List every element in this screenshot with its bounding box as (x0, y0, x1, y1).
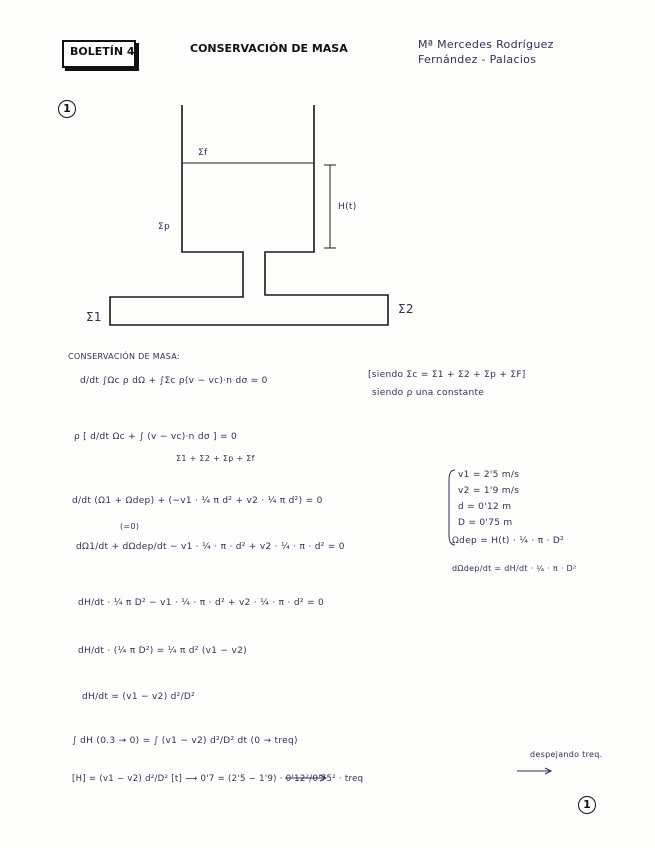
page-number: 1 (578, 796, 596, 814)
sigma-2-label: Σ2 (398, 302, 414, 316)
equation-5: dH/dt · ¼ π D² − v1 · ¼ · π · d² + v2 · ¼ · π · d² = 0 (78, 598, 324, 608)
equation-8: ∫ dH (0.3 → 0) = ∫ (v1 − v2) d²/D² dt (0 → treq) (72, 736, 298, 746)
equation-9: [H] = (v1 − v2) d²/D² [t] ⟶ 0'7 = (2'5 − 1'9) · 0'12²/0'75² · treq (72, 774, 364, 784)
given-v1: v1 = 2'5 m/s (458, 470, 520, 480)
author-name: Mª Mercedes Rodríguez (418, 38, 554, 51)
given-omega-dep: Ωdep = H(t) · ¼ · π · D² (452, 536, 565, 546)
equation-1: d/dt ∫Ωc ρ dΩ + ∫Σc ρ(v − vc)·n dσ = 0 (80, 376, 268, 386)
given-omega-derivative: dΩdep/dt = dH/dt · ¼ · π · D² (452, 564, 577, 573)
given-D: D = 0'75 m (458, 518, 513, 528)
sigma-f-label: Σf (198, 148, 208, 158)
author-surname: Fernández - Palacios (418, 53, 537, 66)
page-title: CONSERVACIÓN DE MASA (190, 42, 348, 55)
bulletin-label: BOLETÍN 4 (70, 45, 135, 58)
height-label: H(t) (338, 202, 357, 212)
sigma-1-label: Σ1 (86, 310, 102, 324)
equation-4: dΩ1/dt + dΩdep/dt − v1 · ¼ · π · d² + v2 · ¼ · π · d² = 0 (76, 542, 345, 552)
equation-3: d/dt (Ω1 + Ωdep) + (−v1 · ¼ π d² + v2 · ¼ π d²) = 0 (72, 496, 323, 506)
given-v2: v2 = 1'9 m/s (458, 486, 520, 496)
note-control-surface: [siendo Σc = Σ1 + Σ2 + Σp + ΣF] (368, 370, 526, 380)
equation-6: dH/dt · (¼ π D²) = ¼ π d² (v1 − v2) (78, 646, 247, 656)
sigma-p-label: Σp (158, 222, 170, 232)
note-constant-density: siendo ρ una constante (372, 388, 485, 398)
equation-2-subscript: Σ1 + Σ2 + Σp + Σf (176, 454, 255, 463)
equation-9-tail: despejando treq. (530, 750, 603, 759)
equation-2: ρ [ d/dt Ωc + ∫ (v − vc)·n dσ ] = 0 (74, 432, 238, 442)
given-d: d = 0'12 m (458, 502, 512, 512)
problem-number: 1 (58, 100, 76, 118)
equation-7: dH/dt = (v1 − v2) d²/D² (82, 692, 196, 702)
equation-4-note: (=0) (120, 522, 140, 531)
conservation-heading: CONSERVACIÓN DE MASA: (68, 352, 180, 361)
